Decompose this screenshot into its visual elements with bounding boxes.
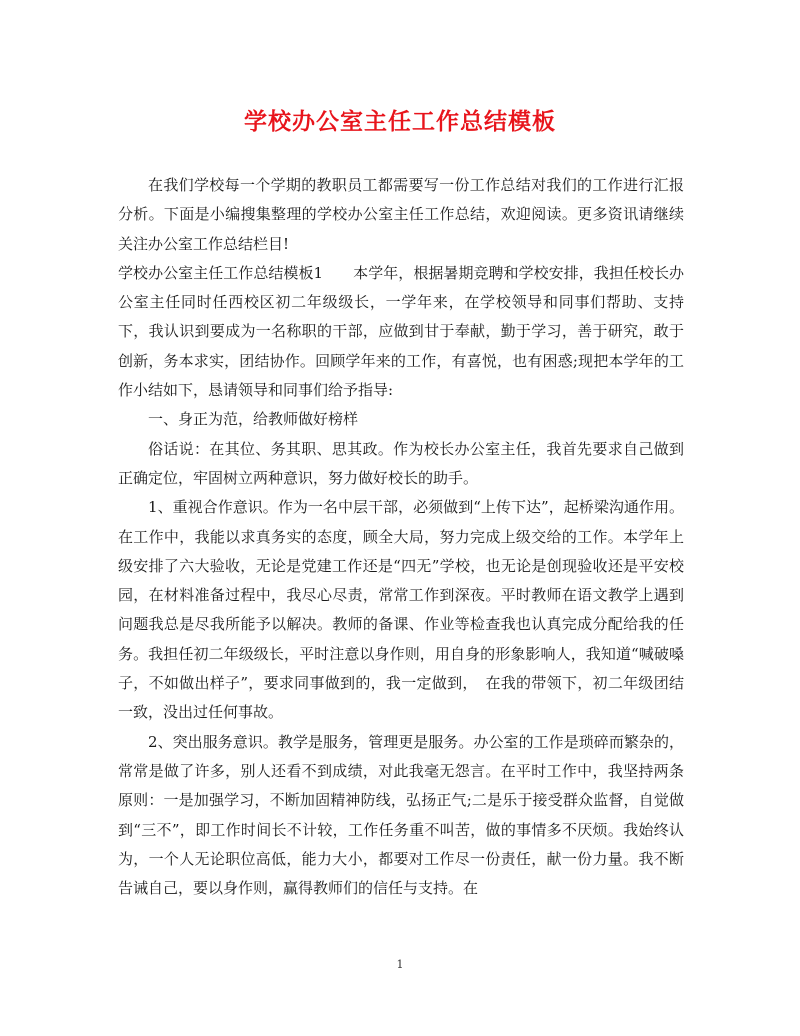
service-paragraph: 2、突出服务意识。教学是服务，管理更是服务。办公室的工作是琐碎而繁杂的，常常是做了许多，别人还看不到成绩，对此我毫无怨言。在平时工作中，我坚持两条原则：一是加强学习，不断加固精神防线，弘扬正气;二是乐于接受群众监督，自觉做到“三不”，即工作时间长不计较，工作任务重不叫苦，做的事情多不厌烦。我始终认为，一个人无论职位高低，能力大小，都要对工作尽一份责任，献一份力量。我不断告诫自己，要以身作则，赢得教师们的信任与支持。在 bbox=[118, 732, 684, 898]
template-one-paragraph: 学校办公室主任工作总结模板1 本学年，根据暑期竞聘和学校安排，我担任校长办公室主任同时任西校区初二年级级长，一学年来，在学校领导和同事们帮助、支持下，我认识到要成为一名称职的干部，应做到甘于奉献，勤于学习，善于研究，敢于创新，务本求实，团结协作。回顾学年来的工作，有喜悦，也有困惑;现把本学年的工作小结如下，恳请领导和同事们给予指导: bbox=[118, 263, 684, 400]
document-title: 学校办公室主任工作总结模板 bbox=[244, 108, 556, 135]
cooperation-paragraph: 1、重视合作意识。作为一名中层干部，必须做到“上传下达”，起桥梁沟通作用。在工作中，我能以求真务实的态度，顾全大局，努力完成上级交给的工作。本学年上级安排了六大验收，无论是党建工作还是“四无”学校，也无论是创现验收还是平安校园，在材料准备过程中，我尽心尽责，常常工作到深夜。平时教师在语文教学上遇到问题我总是尽我所能予以解决。教师的备课、作业等检查我也认真完成分配给我的任务。我担任初二年级级长，平时注意以身作则，用自身的形象影响人，我知道“喊破嗓子，不如做出样子”，要求同事做到的，我一定做到， 在我的带领下，初二年级团结一致，没出过任何事故。 bbox=[118, 498, 684, 722]
intro-paragraph: 在我们学校每一个学期的教职员工都需要写一份工作总结对我们的工作进行汇报分析。下面是小编搜集整理的学校办公室主任工作总结，欢迎阅读。更多资讯请继续关注办公室工作总结栏目! bbox=[118, 176, 684, 253]
section-heading: 一、身正为范，给教师做好榜样 bbox=[148, 410, 359, 429]
saying-paragraph: 俗话说：在其位、务其职、思其政。作为校长办公室主任，我首先要求自己做到正确定位，牢固树立两种意识，努力做好校长的助手。 bbox=[118, 439, 684, 487]
document-body bbox=[118, 171, 684, 903]
page-number: 1 bbox=[396, 958, 404, 971]
